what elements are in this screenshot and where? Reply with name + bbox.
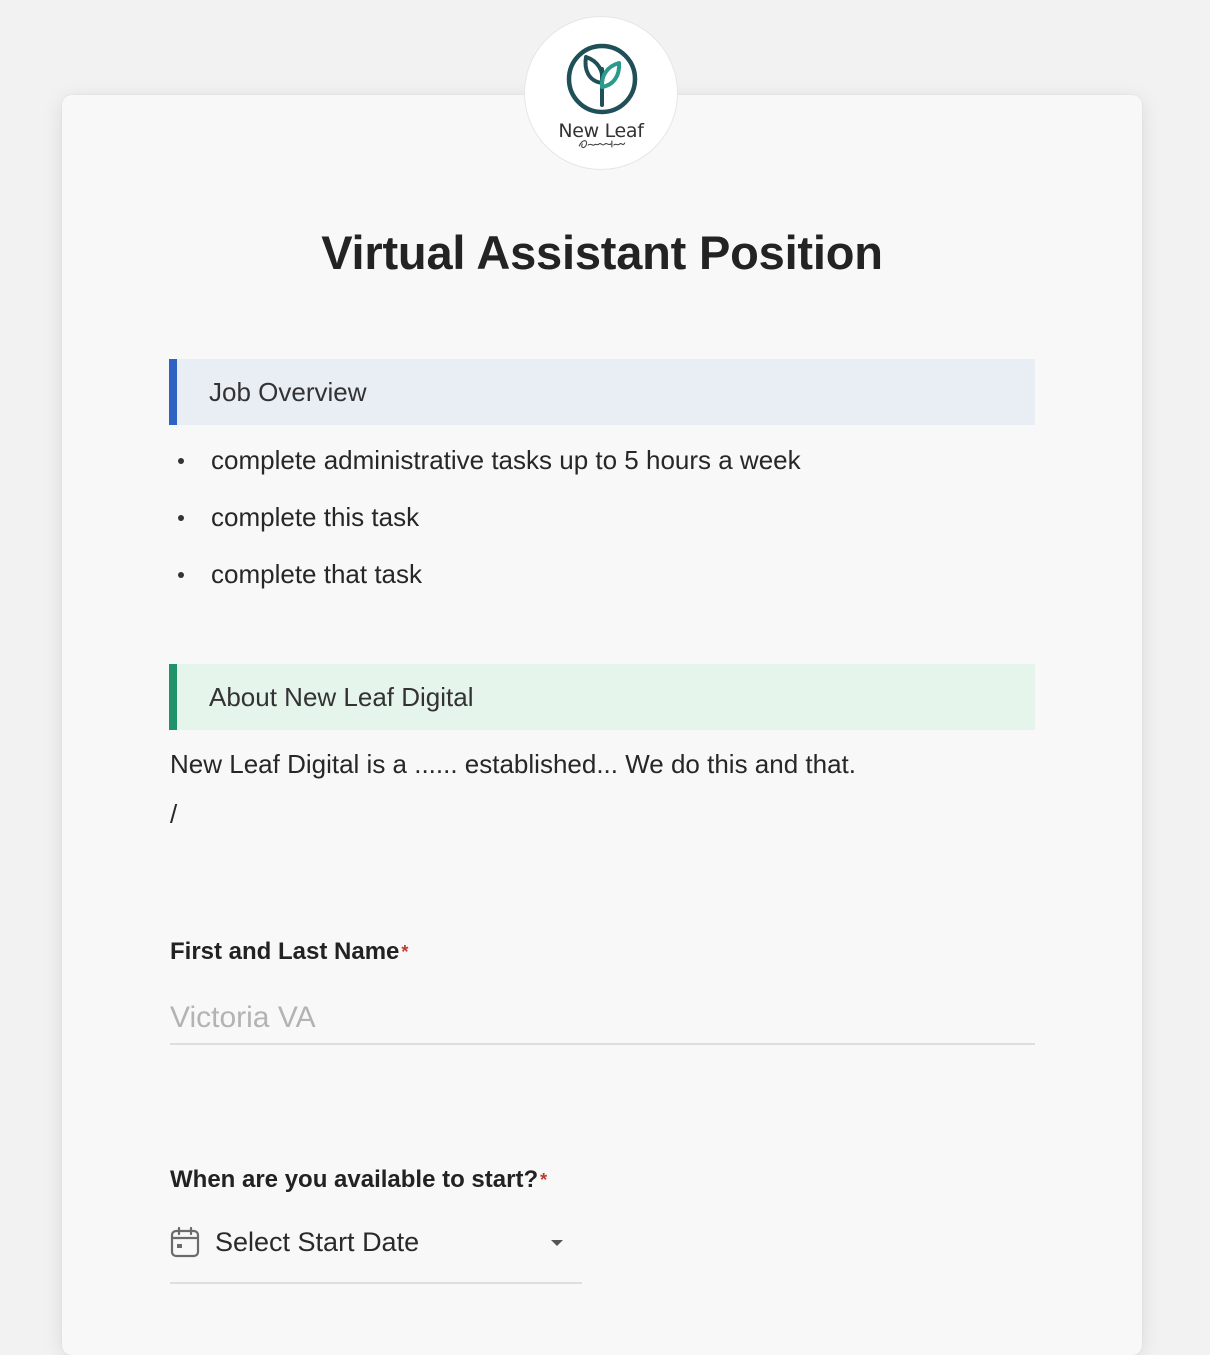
bullet-icon bbox=[178, 572, 184, 578]
list-item bbox=[170, 555, 801, 612]
calendar-icon bbox=[170, 1226, 200, 1258]
list-item bbox=[170, 498, 801, 555]
about-description: New Leaf Digital is a ...... established... We do this and that. bbox=[170, 749, 856, 779]
logo-script-signature bbox=[525, 137, 677, 151]
start-date-picker[interactable] bbox=[170, 1218, 582, 1284]
company-logo bbox=[524, 16, 678, 170]
start-date-placeholder: Select Start Date bbox=[215, 1227, 420, 1257]
list-item-text: complete administrative tasks up to 5 hours a week bbox=[211, 445, 801, 475]
text-cursor: / bbox=[170, 799, 178, 829]
required-asterisk: * bbox=[540, 1170, 548, 1190]
start-date-field-label bbox=[170, 1164, 547, 1196]
bullet-icon bbox=[178, 458, 184, 464]
name-field-label bbox=[170, 936, 408, 968]
about-header: About New Leaf Digital bbox=[169, 664, 1035, 730]
leaf-logo-icon bbox=[566, 43, 638, 115]
list-item-text: complete that task bbox=[211, 559, 422, 589]
name-input[interactable] bbox=[170, 993, 1035, 1045]
list-item bbox=[170, 441, 801, 498]
caret-down-icon bbox=[550, 1238, 564, 1248]
required-asterisk: * bbox=[401, 942, 409, 962]
name-label-text: First and Last Name bbox=[170, 938, 400, 965]
form-title: Virtual Assistant Position bbox=[321, 226, 883, 279]
job-overview-list bbox=[170, 441, 801, 612]
bullet-icon bbox=[178, 515, 184, 521]
job-overview-header: Job Overview bbox=[169, 359, 1035, 425]
logo-brand-text: New Leaf bbox=[558, 120, 644, 142]
start-date-label-text: When are you available to start? bbox=[170, 1166, 539, 1193]
list-item-text: complete this task bbox=[211, 502, 420, 532]
